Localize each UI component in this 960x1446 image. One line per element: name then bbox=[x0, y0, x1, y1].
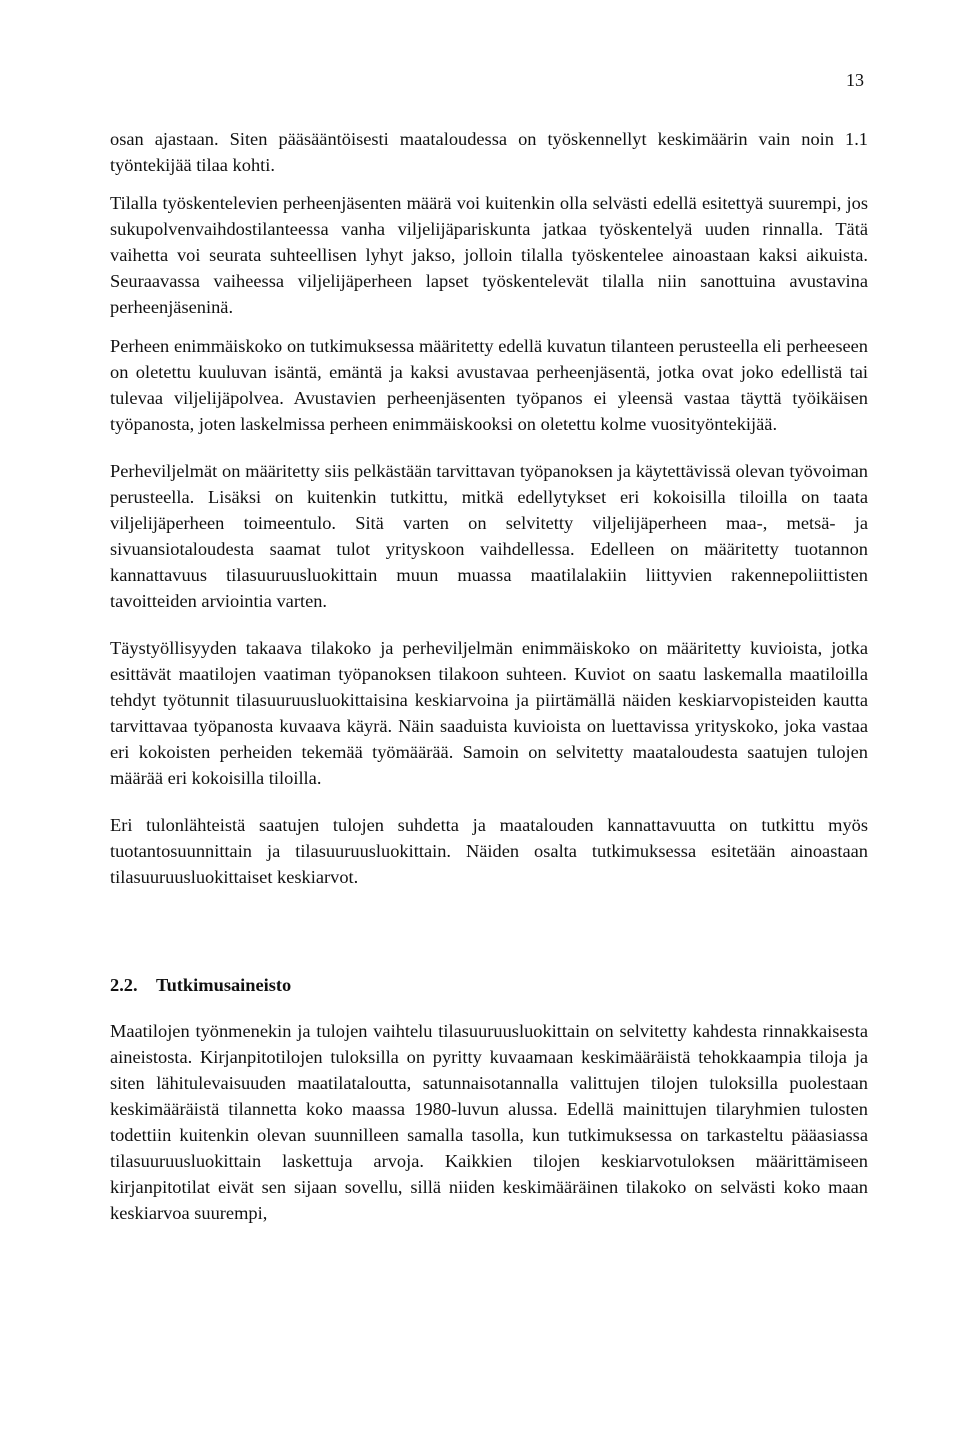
paragraph: Perheviljelmät on määritetty siis pelkästään tarvittavan työpanoksen ja käytettävissä olevan työvoiman perusteella. Lisäksi on kuitenkin tutkittu, mitkä edellytykset eri kokoisilla tiloilla on taata viljelijäperheen toimeentulo. Sitä varten on selvitetty viljelijäperheen maa-, metsä- ja sivuansiotaloudesta saamat tulot yrityskoon vaihdellessa. Edelleen on määritetty tuotannon kannattavuus tilasuuruusluokittain muun muassa maatilalakiin liittyvien rakennepoliittisten tavoitteiden arviointia varten. bbox=[110, 461, 868, 611]
document-body bbox=[110, 126, 868, 1226]
paragraph: Perheen enimmäiskoko on tutkimuksessa määritetty edellä kuvatun tilanteen perusteella eli perheeseen on oletettu kuuluvan isäntä, emäntä ja kaksi avustavaa perheenjäsentä, jotka ovat joko edellistä tai tulevaa viljelijäpolvea. Avustavien perheenjäsenten työpanos ei yleensä vastaa täyttä työikäisen työpanosta, joten laskelmissa perheen enimmäiskooksi on oletettu kolme vuosityöntekijää. bbox=[110, 336, 868, 434]
section-number: 2.2. bbox=[110, 975, 138, 995]
section-title: Tutkimusaineisto bbox=[156, 975, 292, 995]
section-paragraph: Maatilojen työnmenekin ja tulojen vaihtelu tilasuuruusluokittain on selvitetty kahdesta rinnakkaisesta aineistosta. Kirjanpitotilojen tuloksilla on pyritty kuvaamaan keskimääräistä tehokkaampia tiloja ja siten lähitulevaisuuden maatilataloutta, satunnaisotannalla valittujen tilojen tuloksilla puolestaan keskimääräistä tilannetta koko maassa 1980-luvun alussa. Edellä mainittujen tilaryhmien tulosten todettiin kuitenkin olevan suunnilleen samalla tasolla, kun tutkimuksessa on tarkasteltu pääasiassa tilasuuruusluokittain laskettuja arvoja. Kaikkien tilojen keskiarvotuloksen määrittämiseen kirjanpitotilat eivät sen sijaan sovellu, sillä niiden keskimääräinen tilakoko on selvästi koko maan keskiarvoa suurempi, bbox=[110, 1021, 868, 1223]
paragraph: Tilalla työskentelevien perheenjäsenten määrä voi kuitenkin olla selvästi edellä esitettyä suurempi, jos sukupolvenvaihdostilanteessa vanha viljelijäpariskunta jatkaa työskentelyä uuden rinnalla. Tätä vaihetta voi seurata suhteellisen lyhyt jakso, jolloin tilalla työskentelee ainoastaan kaksi aikuista. Seuraavassa vaiheessa viljelijäperheen lapset työskentelevät tilalla niin sanottuina avustavina perheenjäseninä. bbox=[110, 193, 868, 317]
paragraph: osan ajastaan. Siten pääsääntöisesti maataloudessa on työskennellyt keskimäärin vain noin 1.1 työntekijää tilaa kohti. bbox=[110, 129, 868, 175]
page-number: 13 bbox=[846, 70, 864, 90]
paragraph: Eri tulonlähteistä saatujen tulojen suhdetta ja maatalouden kannattavuutta on tutkittu myös tuotantosuunnittain ja tilasuuruusluokittain. Näiden osalta tutkimuksessa esitetään ainoastaan tilasuuruusluokittaiset keskiarvot. bbox=[110, 815, 868, 887]
paragraph: Täystyöllisyyden takaava tilakoko ja perheviljelmän enimmäiskoko on määritetty kuvioista, jotka esittävät maatilojen vaatiman työpanoksen tilakoon suhteen. Kuviot on saatu laskemalla maatiloilla tehdyt työtunnit tilasuuruusluokittaisina keskiarvoina ja piirtämällä näiden keskiarvopisteiden kautta tarvittavaa työpanosta kuvaava käyrä. Näin saaduista kuvioista on luettavissa yrityskoko, joka vastaa eri kokoisten perheiden tekemää työmäärää. Samoin on selvitetty maataloudesta saatujen tulojen määrää eri kokoisilla tiloilla. bbox=[110, 638, 868, 788]
section-heading bbox=[110, 972, 868, 998]
